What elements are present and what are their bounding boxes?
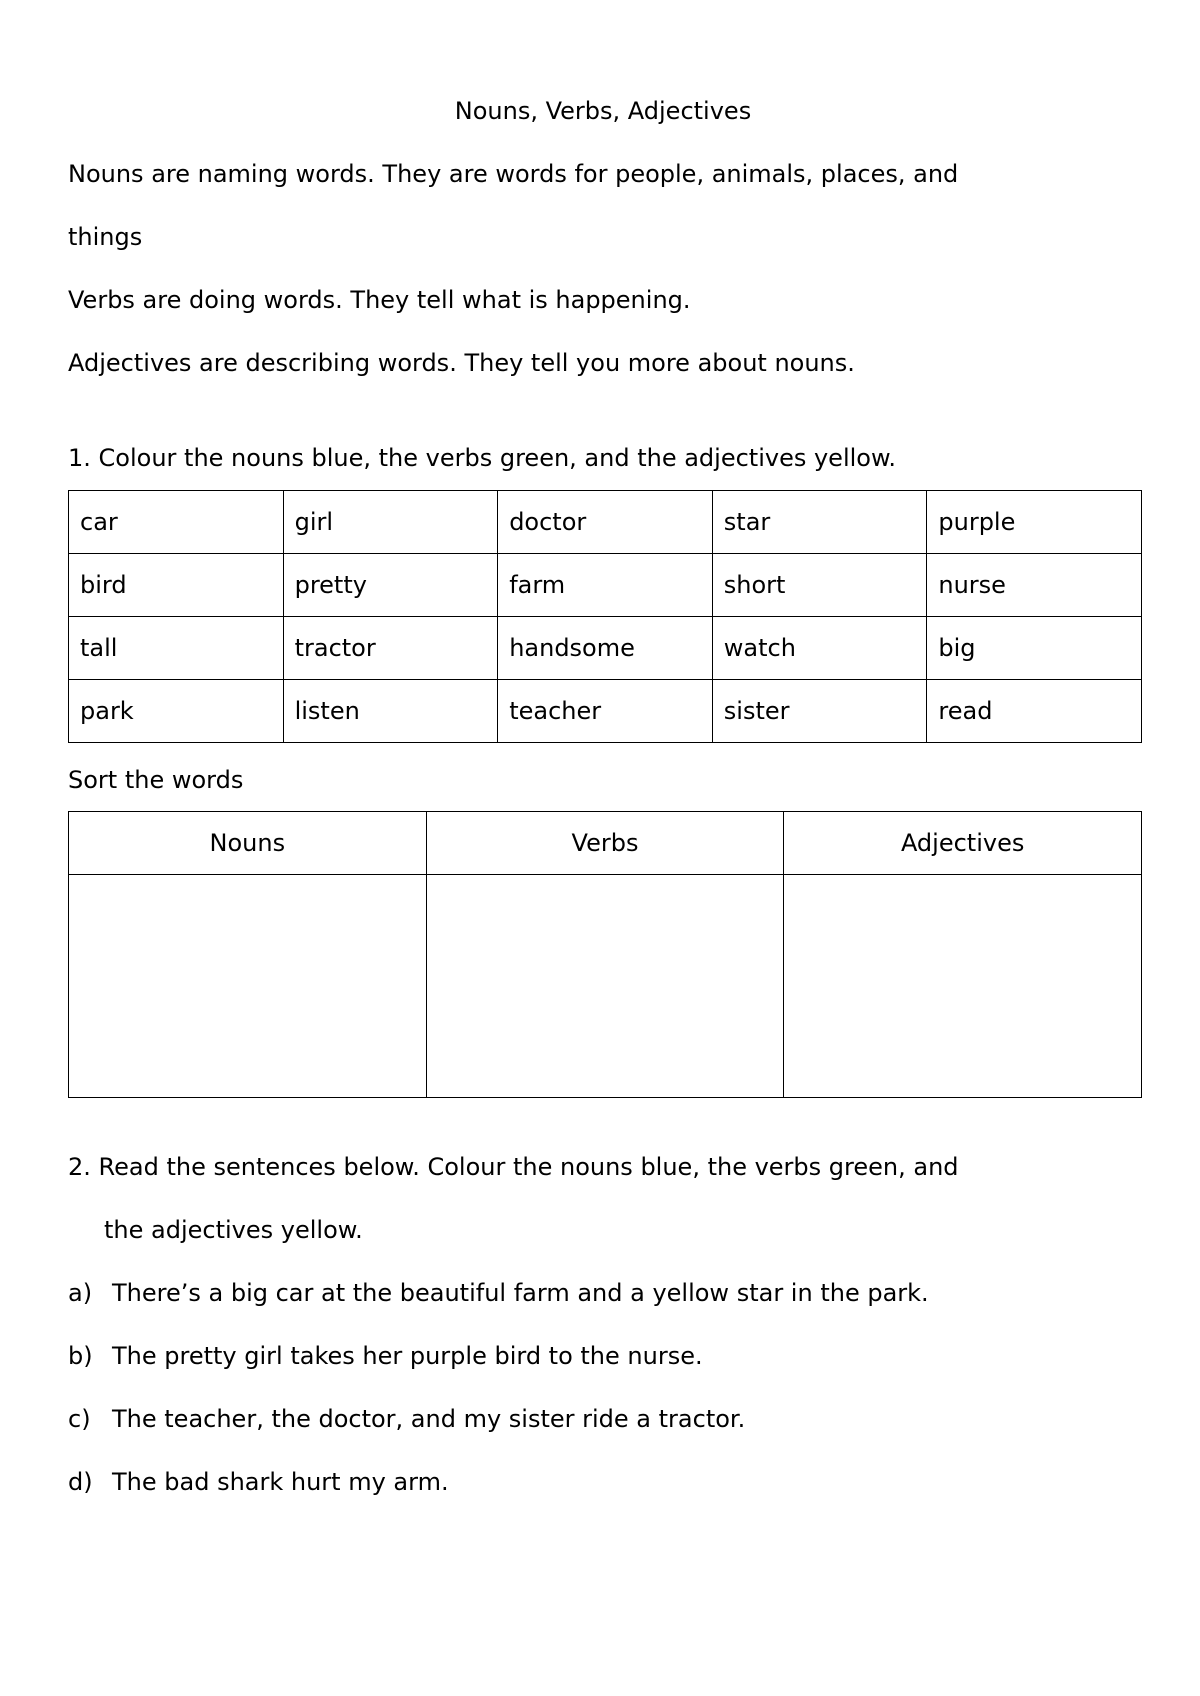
sentence-text: The teacher, the doctor, and my sister ride a tractor. bbox=[112, 1405, 746, 1433]
word-cell: sister bbox=[712, 680, 927, 743]
word-cell: tall bbox=[69, 617, 284, 680]
word-cell: listen bbox=[283, 680, 498, 743]
verbs-answer-cell[interactable] bbox=[426, 875, 784, 1098]
word-cell: nurse bbox=[927, 554, 1142, 617]
word-cell: farm bbox=[498, 554, 713, 617]
word-cell: read bbox=[927, 680, 1142, 743]
verbs-definition: Verbs are doing words. They tell what is happening. bbox=[68, 286, 691, 314]
sentence-text: The bad shark hurt my arm. bbox=[112, 1468, 449, 1496]
adjectives-definition: Adjectives are describing words. They tell you more about nouns. bbox=[68, 349, 855, 377]
word-cell: bird bbox=[69, 554, 284, 617]
nouns-answer-cell[interactable] bbox=[69, 875, 427, 1098]
word-cell: purple bbox=[927, 491, 1142, 554]
word-cell: watch bbox=[712, 617, 927, 680]
word-cell: short bbox=[712, 554, 927, 617]
sort-table-answer-row bbox=[69, 875, 1142, 1098]
page-title: Nouns, Verbs, Adjectives bbox=[454, 97, 752, 125]
word-cell: girl bbox=[283, 491, 498, 554]
list-marker: d) bbox=[68, 1468, 93, 1496]
sort-the-words-label: Sort the words bbox=[68, 766, 244, 794]
word-cell: car bbox=[69, 491, 284, 554]
sentence-text: The pretty girl takes her purple bird to the nurse. bbox=[112, 1342, 703, 1370]
adjectives-answer-cell[interactable] bbox=[784, 875, 1142, 1098]
word-cell: pretty bbox=[283, 554, 498, 617]
nouns-definition-line-2: things bbox=[68, 223, 143, 251]
word-grid-row bbox=[69, 554, 1142, 617]
nouns-definition-line-1: Nouns are naming words. They are words for people, animals, places, and bbox=[68, 160, 959, 188]
verbs-column-header: Verbs bbox=[426, 812, 784, 875]
word-cell: big bbox=[927, 617, 1142, 680]
word-cell: handsome bbox=[498, 617, 713, 680]
word-cell: star bbox=[712, 491, 927, 554]
word-cell: tractor bbox=[283, 617, 498, 680]
question-2-prompt-line-2: the adjectives yellow. bbox=[104, 1216, 363, 1244]
sort-table bbox=[68, 811, 1142, 1098]
nouns-column-header: Nouns bbox=[69, 812, 427, 875]
word-grid-row bbox=[69, 617, 1142, 680]
word-grid-row bbox=[69, 680, 1142, 743]
list-marker: b) bbox=[68, 1342, 93, 1370]
sort-table-header-row bbox=[69, 812, 1142, 875]
adjectives-column-header: Adjectives bbox=[784, 812, 1142, 875]
question-1-prompt: 1. Colour the nouns blue, the verbs green, and the adjectives yellow. bbox=[68, 444, 897, 472]
word-cell: park bbox=[69, 680, 284, 743]
word-cell: teacher bbox=[498, 680, 713, 743]
question-2-prompt-line-1: 2. Read the sentences below. Colour the nouns blue, the verbs green, and bbox=[68, 1153, 959, 1181]
word-grid-row bbox=[69, 491, 1142, 554]
list-marker: c) bbox=[68, 1405, 91, 1433]
sentence-text: There’s a big car at the beautiful farm and a yellow star in the park. bbox=[112, 1279, 929, 1307]
list-marker: a) bbox=[68, 1279, 93, 1307]
word-cell: doctor bbox=[498, 491, 713, 554]
word-grid bbox=[68, 490, 1142, 743]
